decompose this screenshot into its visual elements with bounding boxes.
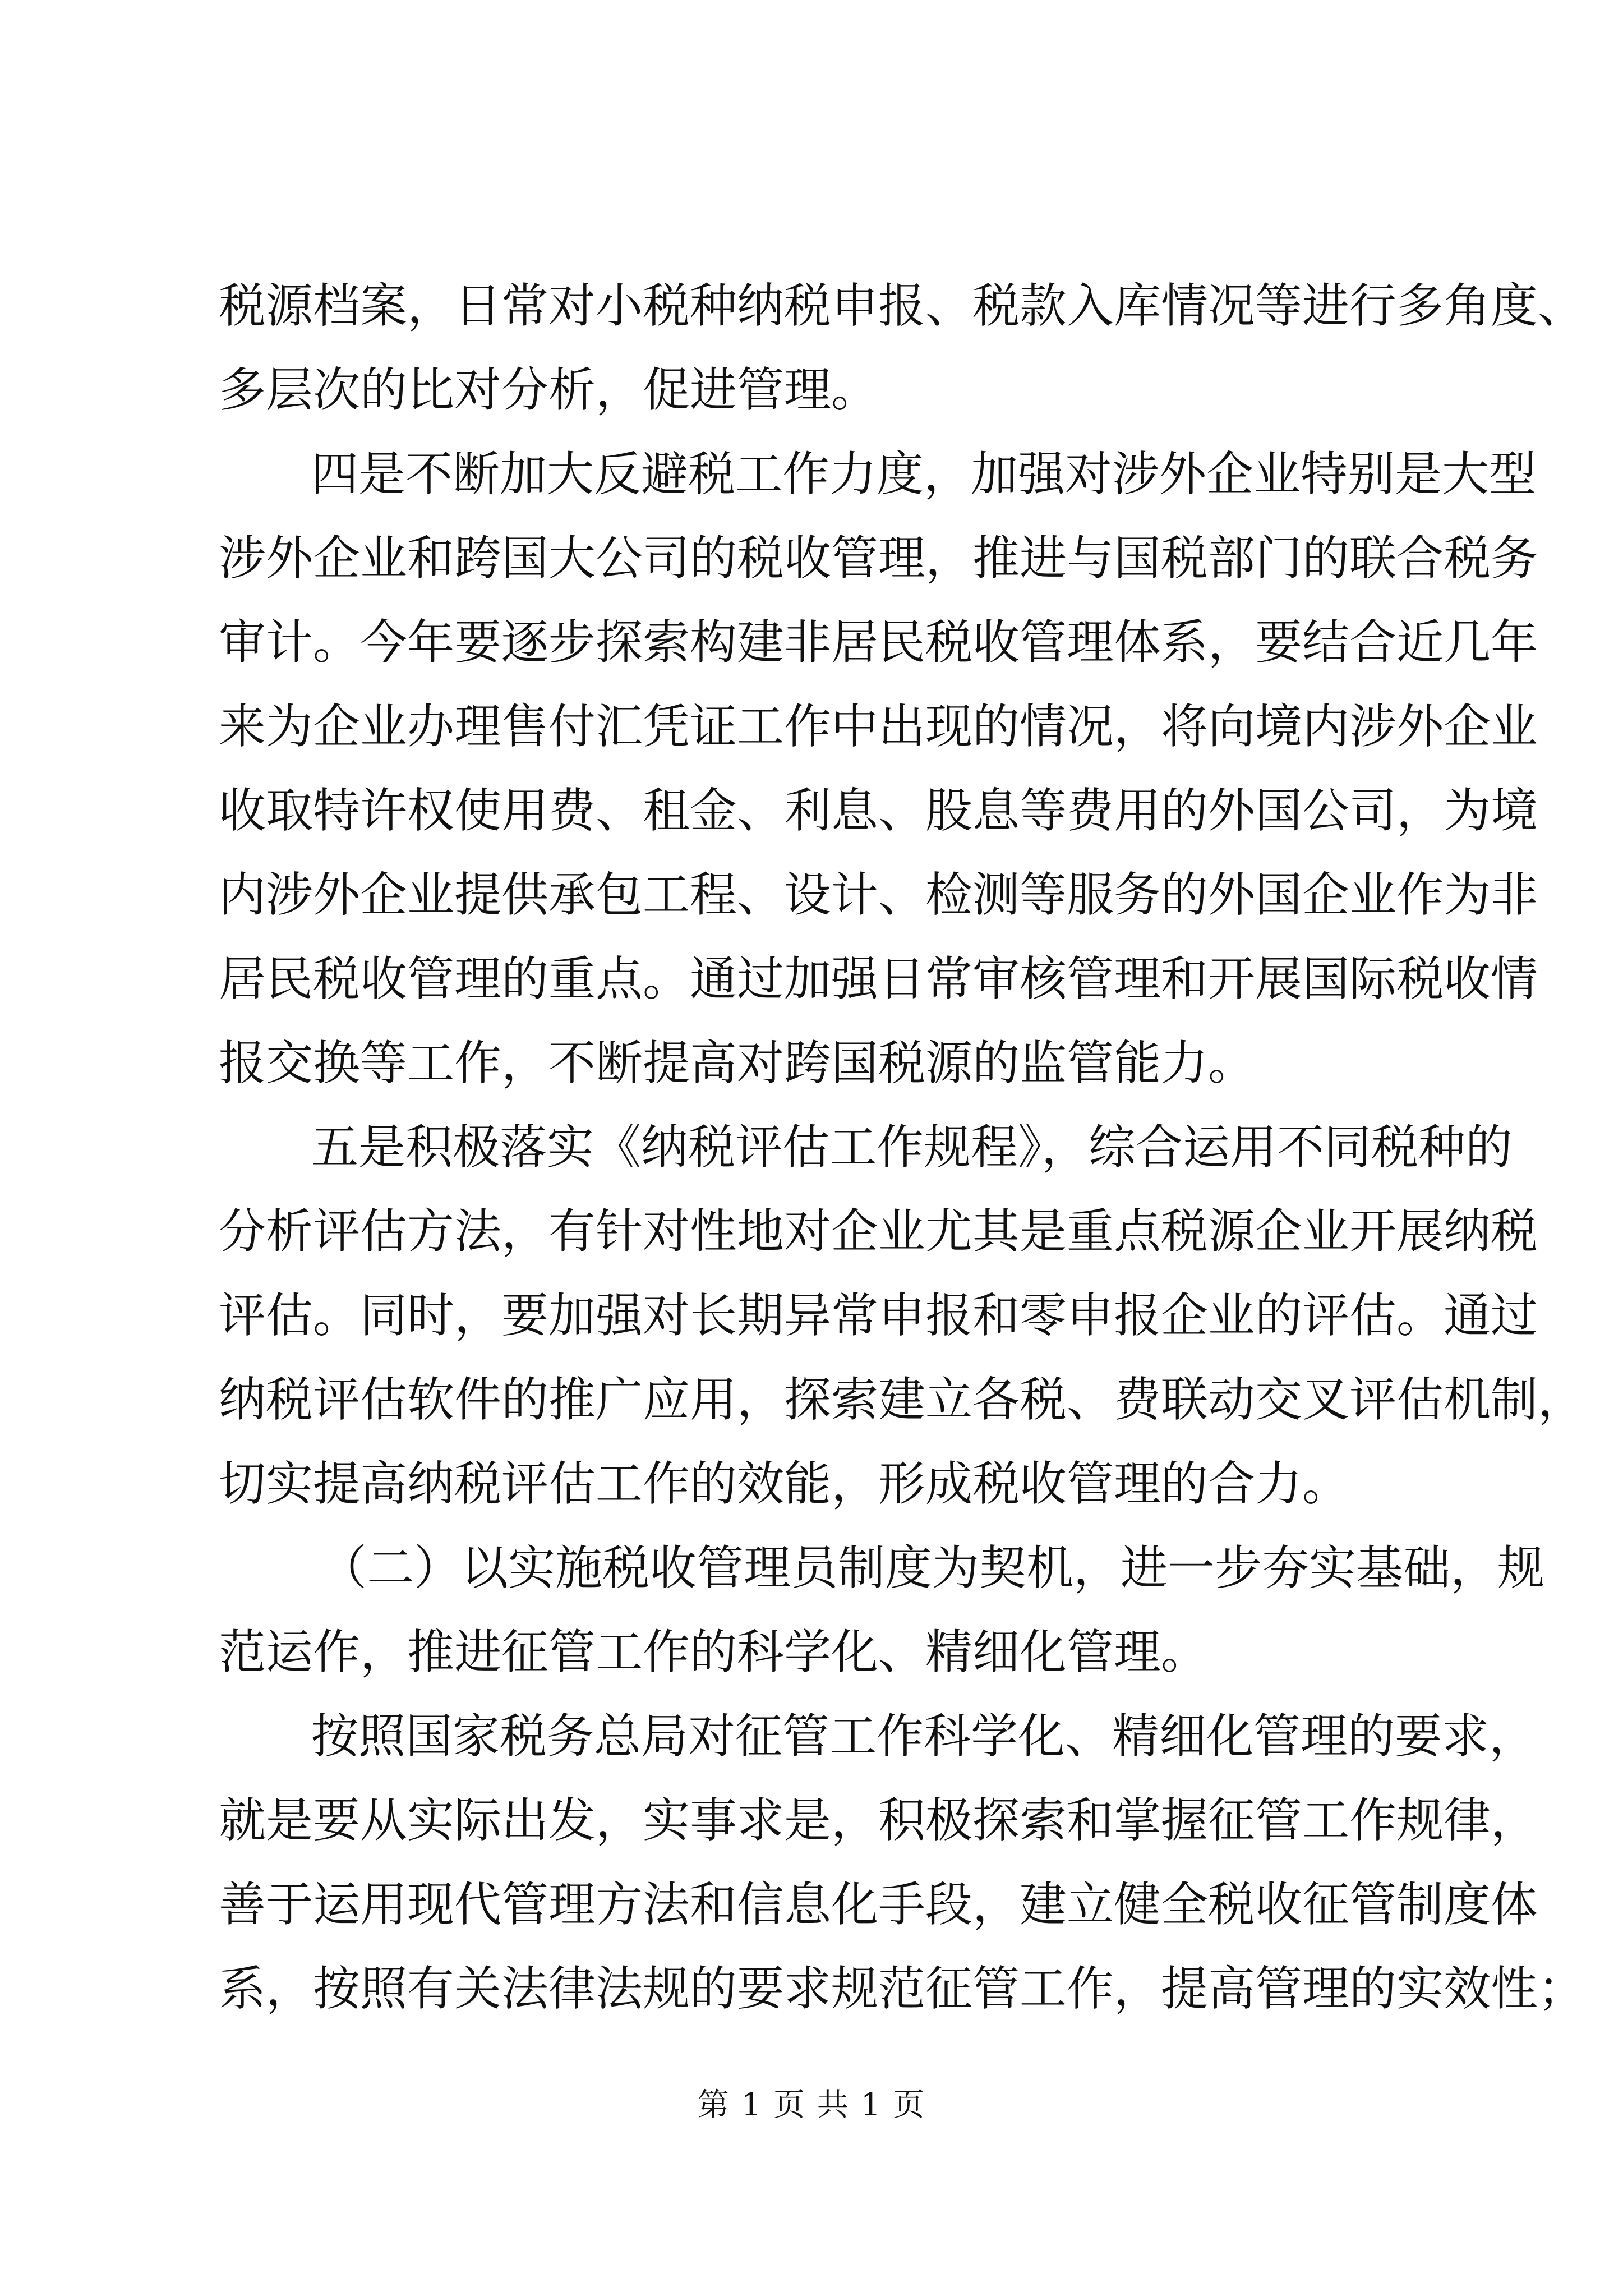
text-line: 居民税收管理的重点。通过加强日常审核管理和开展国际税收情 [219,951,1538,1006]
section-heading-line: 范运作，推进征管工作的科学化、精细化管理。 [219,1625,1209,1680]
paragraph-start-line: 按照国家税务总局对征管工作科学化、精细化管理的要求， [311,1709,1537,1764]
text-line: 就是要从实际出发，实事求是，积极探索和掌握征管工作规律， [219,1793,1538,1848]
document-body [219,264,1585,2031]
page-footer [0,2086,1623,2125]
text-line: 报交换等工作，不断提高对跨国税源的监管能力。 [219,1036,1256,1091]
text-line: 收取特许权使用费、租金、利息、股息等费用的外国公司，为境 [219,783,1538,838]
section-heading-line: （二）以实施税收管理员制度为契机，进一步夯实基础，规 [320,1540,1545,1595]
text-line: 审计。今年要逐步探索构建非居民税收管理体系，要结合近几年 [219,615,1538,670]
paragraph-start-line: 五是积极落实《纳税评估工作规程》，综合运用不同税种的 [311,1120,1513,1175]
text-line: 评估。同时，要加强对长期异常申报和零申报企业的评估。通过 [219,1288,1538,1343]
text-line: 内涉外企业提供承包工程、设计、检测等服务的外国企业作为非 [219,867,1538,922]
text-line: 税源档案，日常对小税种纳税申报、税款入库情况等进行多角度、 [219,278,1585,333]
text-line: 涉外企业和跨国大公司的税收管理，推进与国税部门的联合税务 [219,531,1538,586]
text-line: 分析评估方法，有针对性地对企业尤其是重点税源企业开展纳税 [219,1204,1538,1259]
paragraph-start-line: 四是不断加大反避税工作力度，加强对涉外企业特别是大型 [311,447,1537,501]
text-line: 切实提高纳税评估工作的效能，形成税收管理的合力。 [219,1456,1350,1511]
text-line: 纳税评估软件的推广应用，探索建立各税、费联动交叉评估机制， [219,1372,1585,1427]
text-line: 善于运用现代管理方法和信息化手段，建立健全税收征管制度体 [219,1877,1538,1932]
text-line: 多层次的比对分析，促进管理。 [219,362,879,417]
text-line: 来为企业办理售付汇凭证工作中出现的情况，将向境内涉外企业 [219,699,1538,754]
page-number-label: 第 1 页 共 1 页 [697,2087,926,2123]
text-line: 系，按照有关法律法规的要求规范征管工作，提高管理的实效性； [219,1961,1585,2016]
